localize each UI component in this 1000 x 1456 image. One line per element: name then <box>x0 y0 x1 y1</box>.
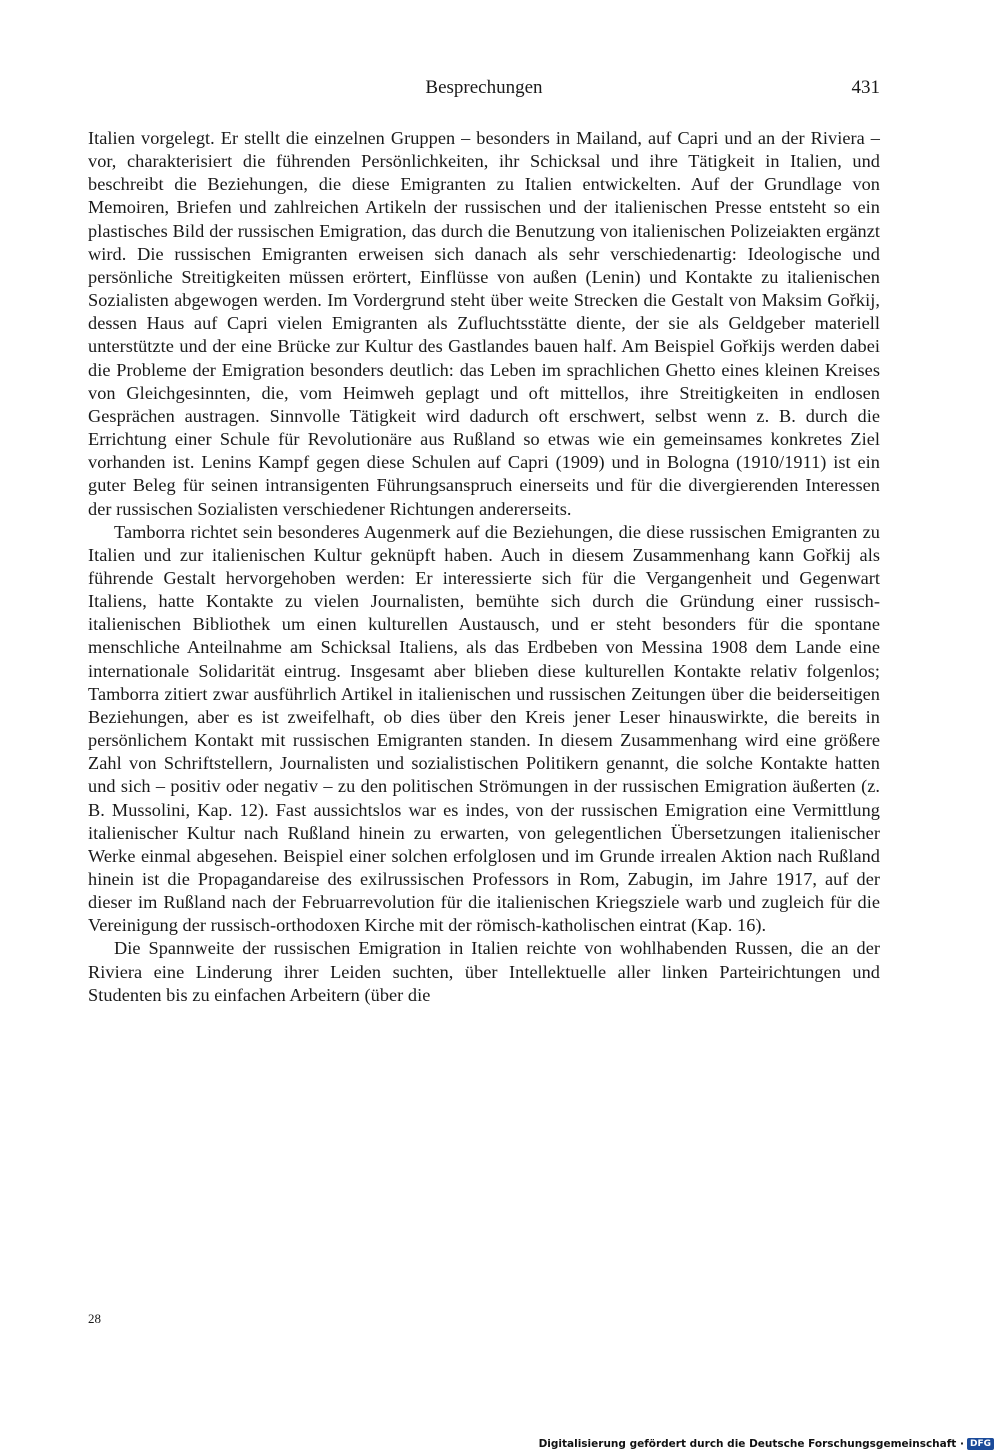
body-text <box>88 127 880 1007</box>
footer-text: Digitalisierung gefördert durch die Deutsche Forschungsgemeinschaft · <box>538 1438 964 1450</box>
digitization-footer <box>539 1438 994 1450</box>
page-number: 431 <box>851 77 880 98</box>
dfg-logo-icon: DFG <box>967 1438 994 1450</box>
paragraph-1: Italien vorgelegt. Er stellt die einzelnen Gruppen – besonders in Mailand, auf Capri und an der Riviera – vor, charakterisiert die führenden Persönlichkeiten, ihr Schicksal und ihre Tätigkeit in Italien, und beschreibt die Beziehungen, die diese Emigranten zu Italien entwickelten. Auf der Grundlage von Memoiren, Briefen und zahlreichen Artikeln der russischen und der italienischen Presse entsteht so ein plastisches Bild der russischen Emigration, das durch die Benutzung von italienischen Polizeiakten ergänzt wird. Die russischen Emigranten erweisen sich danach als sehr verschiedenartig: Ideologische und persönliche Streitigkeiten müssen erörtert, Einflüsse von außen (Lenin) und Kontakte zu italienischen Sozialisten abgewogen werden. Im Vordergrund steht über weite Strecken die Gestalt von Maksim Gořkij, dessen Haus auf Capri vielen Emigranten als Zufluchtsstätte diente, der sie als Geldgeber materiell unterstützte und der eine Brücke zur Kultur des Gastlandes bauen half. Am Beispiel Gořkijs werden dabei die Probleme der Emigration besonders deutlich: das Leben im sprachlichen Ghetto eines kleinen Kreises von Gleichgesinnten, die, vom Heimweh geplagt und oft mittellos, ihre Streitigkeiten in endlosen Gesprächen austragen. Sinnvolle Tätigkeit wird dadurch oft erschwert, selbst wenn z. B. durch die Errichtung einer Schule für Revolutionäre aus Rußland so etwas wie ein gemeinsames konkretes Ziel vorhanden ist. Lenins Kampf gegen diese Schulen auf Capri (1909) und in Bologna (1910/1911) ist ein guter Beleg für seinen intransigenten Führungsanspruch einerseits und für die divergierenden Interessen der russischen Sozialisten verschiedener Richtungen andererseits. <box>88 128 880 519</box>
paragraph-3: Die Spannweite der russischen Emigration in Italien reichte von wohlhabenden Russen, die an der Riviera eine Linderung ihrer Leiden suchten, über Intellektuelle aller linken Parteirichtungen und Studenten bis zu einfachen Arbeitern (über die <box>88 938 880 1005</box>
signature-mark: 28 <box>88 1311 101 1326</box>
running-title: Besprechungen <box>425 77 543 98</box>
paragraph-2: Tamborra richtet sein besonderes Augenmerk auf die Beziehungen, die diese russischen Emigranten zu Italien und zur italienischen Kultur geknüpft haben. Auch in diesem Zusammenhang kann Gořkij als führende Gestalt hervorgehoben werden: Er interessierte sich für die Vergangenheit und Gegenwart Italiens, hatte Kontakte zu vielen Journalisten, bemühte sich durch die Gründung einer russisch-italienischen Bibliothek um einen kulturellen Austausch, und er steht besonders für die spontane menschliche Anteilnahme am Schicksal Italiens, als das Erdbeben von Messina 1908 dem Lande eine internationale Solidarität eintrug. Insgesamt aber blieben diese kulturellen Kontakte relativ folgenlos; Tamborra zitiert zwar ausführlich Artikel in italienischen und russischen Zeitungen über die beiderseitigen Beziehungen, aber es ist zweifelhaft, ob dies über den Kreis jener Leser hinauswirkte, die bereits in persönlichem Kontakt mit russischen Emigranten standen. In diesem Zusammenhang wird eine größere Zahl von Schriftstellern, Journalisten und sozialistischen Politikern genannt, die solche Kontakte hatten und sich – positiv oder negativ – zu den politischen Strömungen in der russischen Emigration äußerten (z. B. Mussolini, Kap. 12). Fast aussichtslos war es indes, von der russischen Emigration eine Vermittlung italienischer Kultur nach Rußland hinein zu erwarten, von gelegentlichen Übersetzungen italienischer Werke einmal abgesehen. Beispiel einer solchen erfolglosen und im Grunde irrealen Aktion nach Rußland hinein ist die Propagandareise des exilrussischen Professors in Rom, Zabugin, im Jahre 1917, auf der dieser im Rußland nach der Februarrevolution für die italienischen Kriegsziele warb und zugleich für die Vereinigung der russisch-orthodoxen Kirche mit der römisch-katholischen eintrat (Kap. 16). <box>88 521 880 936</box>
running-header <box>88 74 880 102</box>
